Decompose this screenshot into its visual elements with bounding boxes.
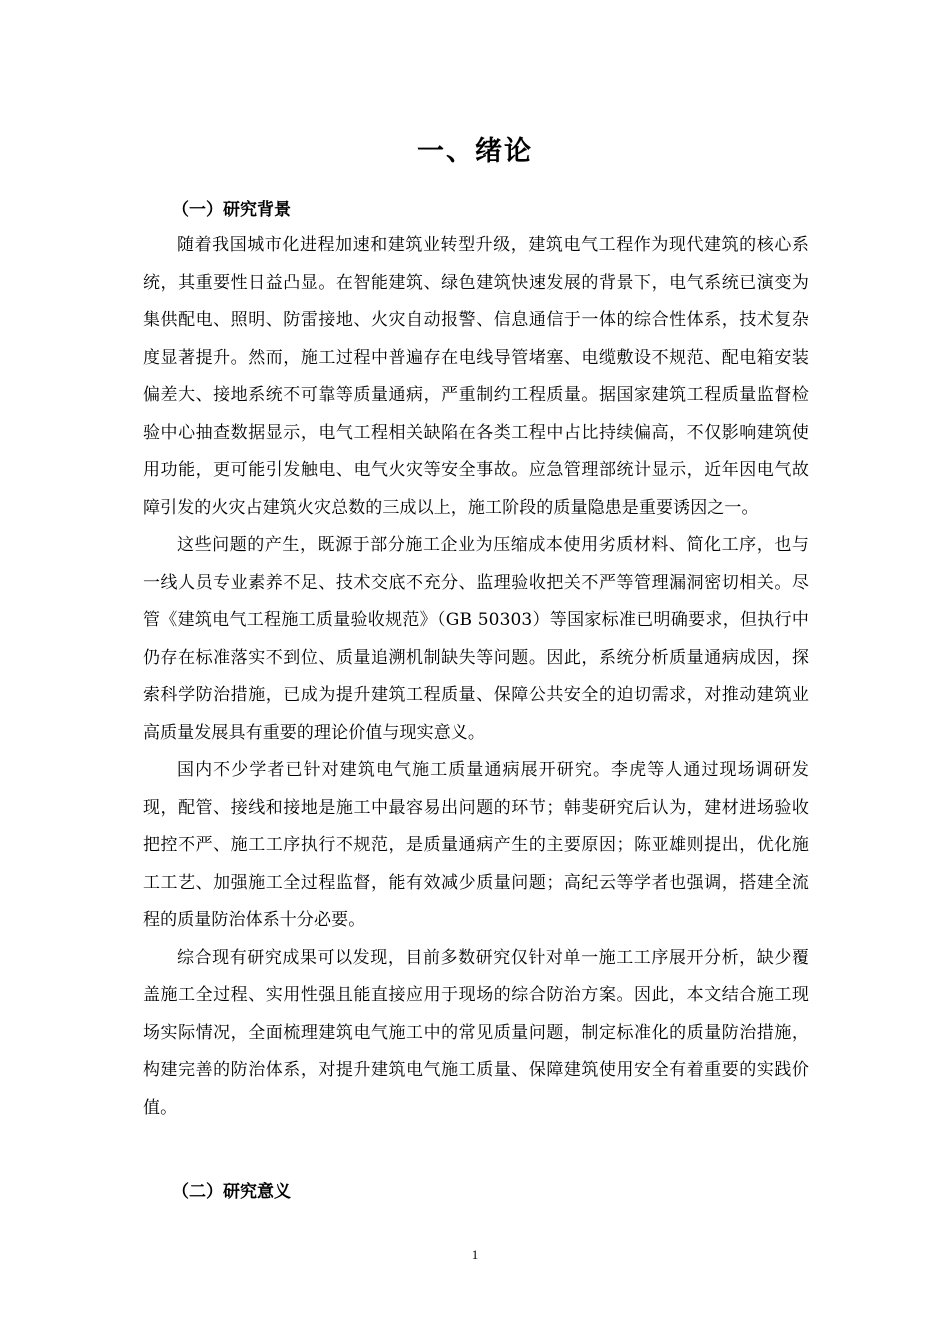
paragraph: 综合现有研究成果可以发现，目前多数研究仅针对单一施工工序展开分析，缺少覆盖施工全过程、实用性强且能直接应用于现场的综合防治方案。因此，本文结合施工现场实际情况，全面梳理建筑电气施工中的常见质量问题，制定标准化的质量防治措施，构建完善的防治体系，对提升建筑电气施工质量、保障建筑使用安全有着重要的实践价值。 (143, 947, 809, 1118)
page-number: 1 (471, 1247, 479, 1262)
paragraph: 随着我国城市化进程加速和建筑业转型升级，建筑电气工程作为现代建筑的核心系统，其重要性日益凸显。在智能建筑、绿色建筑快速发展的背景下，电气系统已演变为集供配电、照明、防雷接地、火灾自动报警、信息通信于一体的综合性体系，技术复杂度显著提升。然而，施工过程中普遍存在电线导管堵塞、电缆敷设不规范、配电箱安装偏差大、接地系统不可靠等质量通病，严重制约工程质量。据国家建筑工程质量监督检验中心抽查数据显示，电气工程相关缺陷在各类工程中占比持续偏高，不仅影响建筑使用功能，更可能引发触电、电气火灾等安全事故。应急管理部统计显示，近年因电气故障引发的火灾占建筑火灾总数的三成以上，施工阶段的质量隐患是重要诱因之一。 (143, 235, 809, 518)
section-body-background (143, 227, 809, 1127)
paragraph: 国内不少学者已针对建筑电气施工质量通病展开研究。李虎等人通过现场调研发现，配管、接线和接地是施工中最容易出问题的环节；韩斐研究后认为，建材进场验收把控不严、施工工序执行不规范，是质量通病产生的主要原因；陈亚雄则提出，优化施工工艺、加强施工全过程监督，能有效减少质量问题；高纪云等学者也强调，搭建全流程的质量防治体系十分必要。 (143, 760, 809, 930)
chapter-title: 一、绪论 (417, 136, 533, 167)
paragraph: 这些问题的产生，既源于部分施工企业为压缩成本使用劣质材料、简化工序，也与一线人员专业素养不足、技术交底不充分、监理验收把关不严等管理漏洞密切相关。尽管《建筑电气工程施工质量验收规范》（GB 50303）等国家标准已明确要求，但执行中仍存在标准落实不到位、质量追溯机制缺失等问题。因此，系统分析质量通病成因，探索科学防治措施，已成为提升建筑工程质量、保障公共安全的迫切需求，对推动建筑业高质量发展具有重要的理论价值与现实意义。 (143, 535, 809, 743)
section-heading-background: （一）研究背景 (172, 200, 291, 220)
section-heading-significance: （二）研究意义 (172, 1182, 291, 1202)
